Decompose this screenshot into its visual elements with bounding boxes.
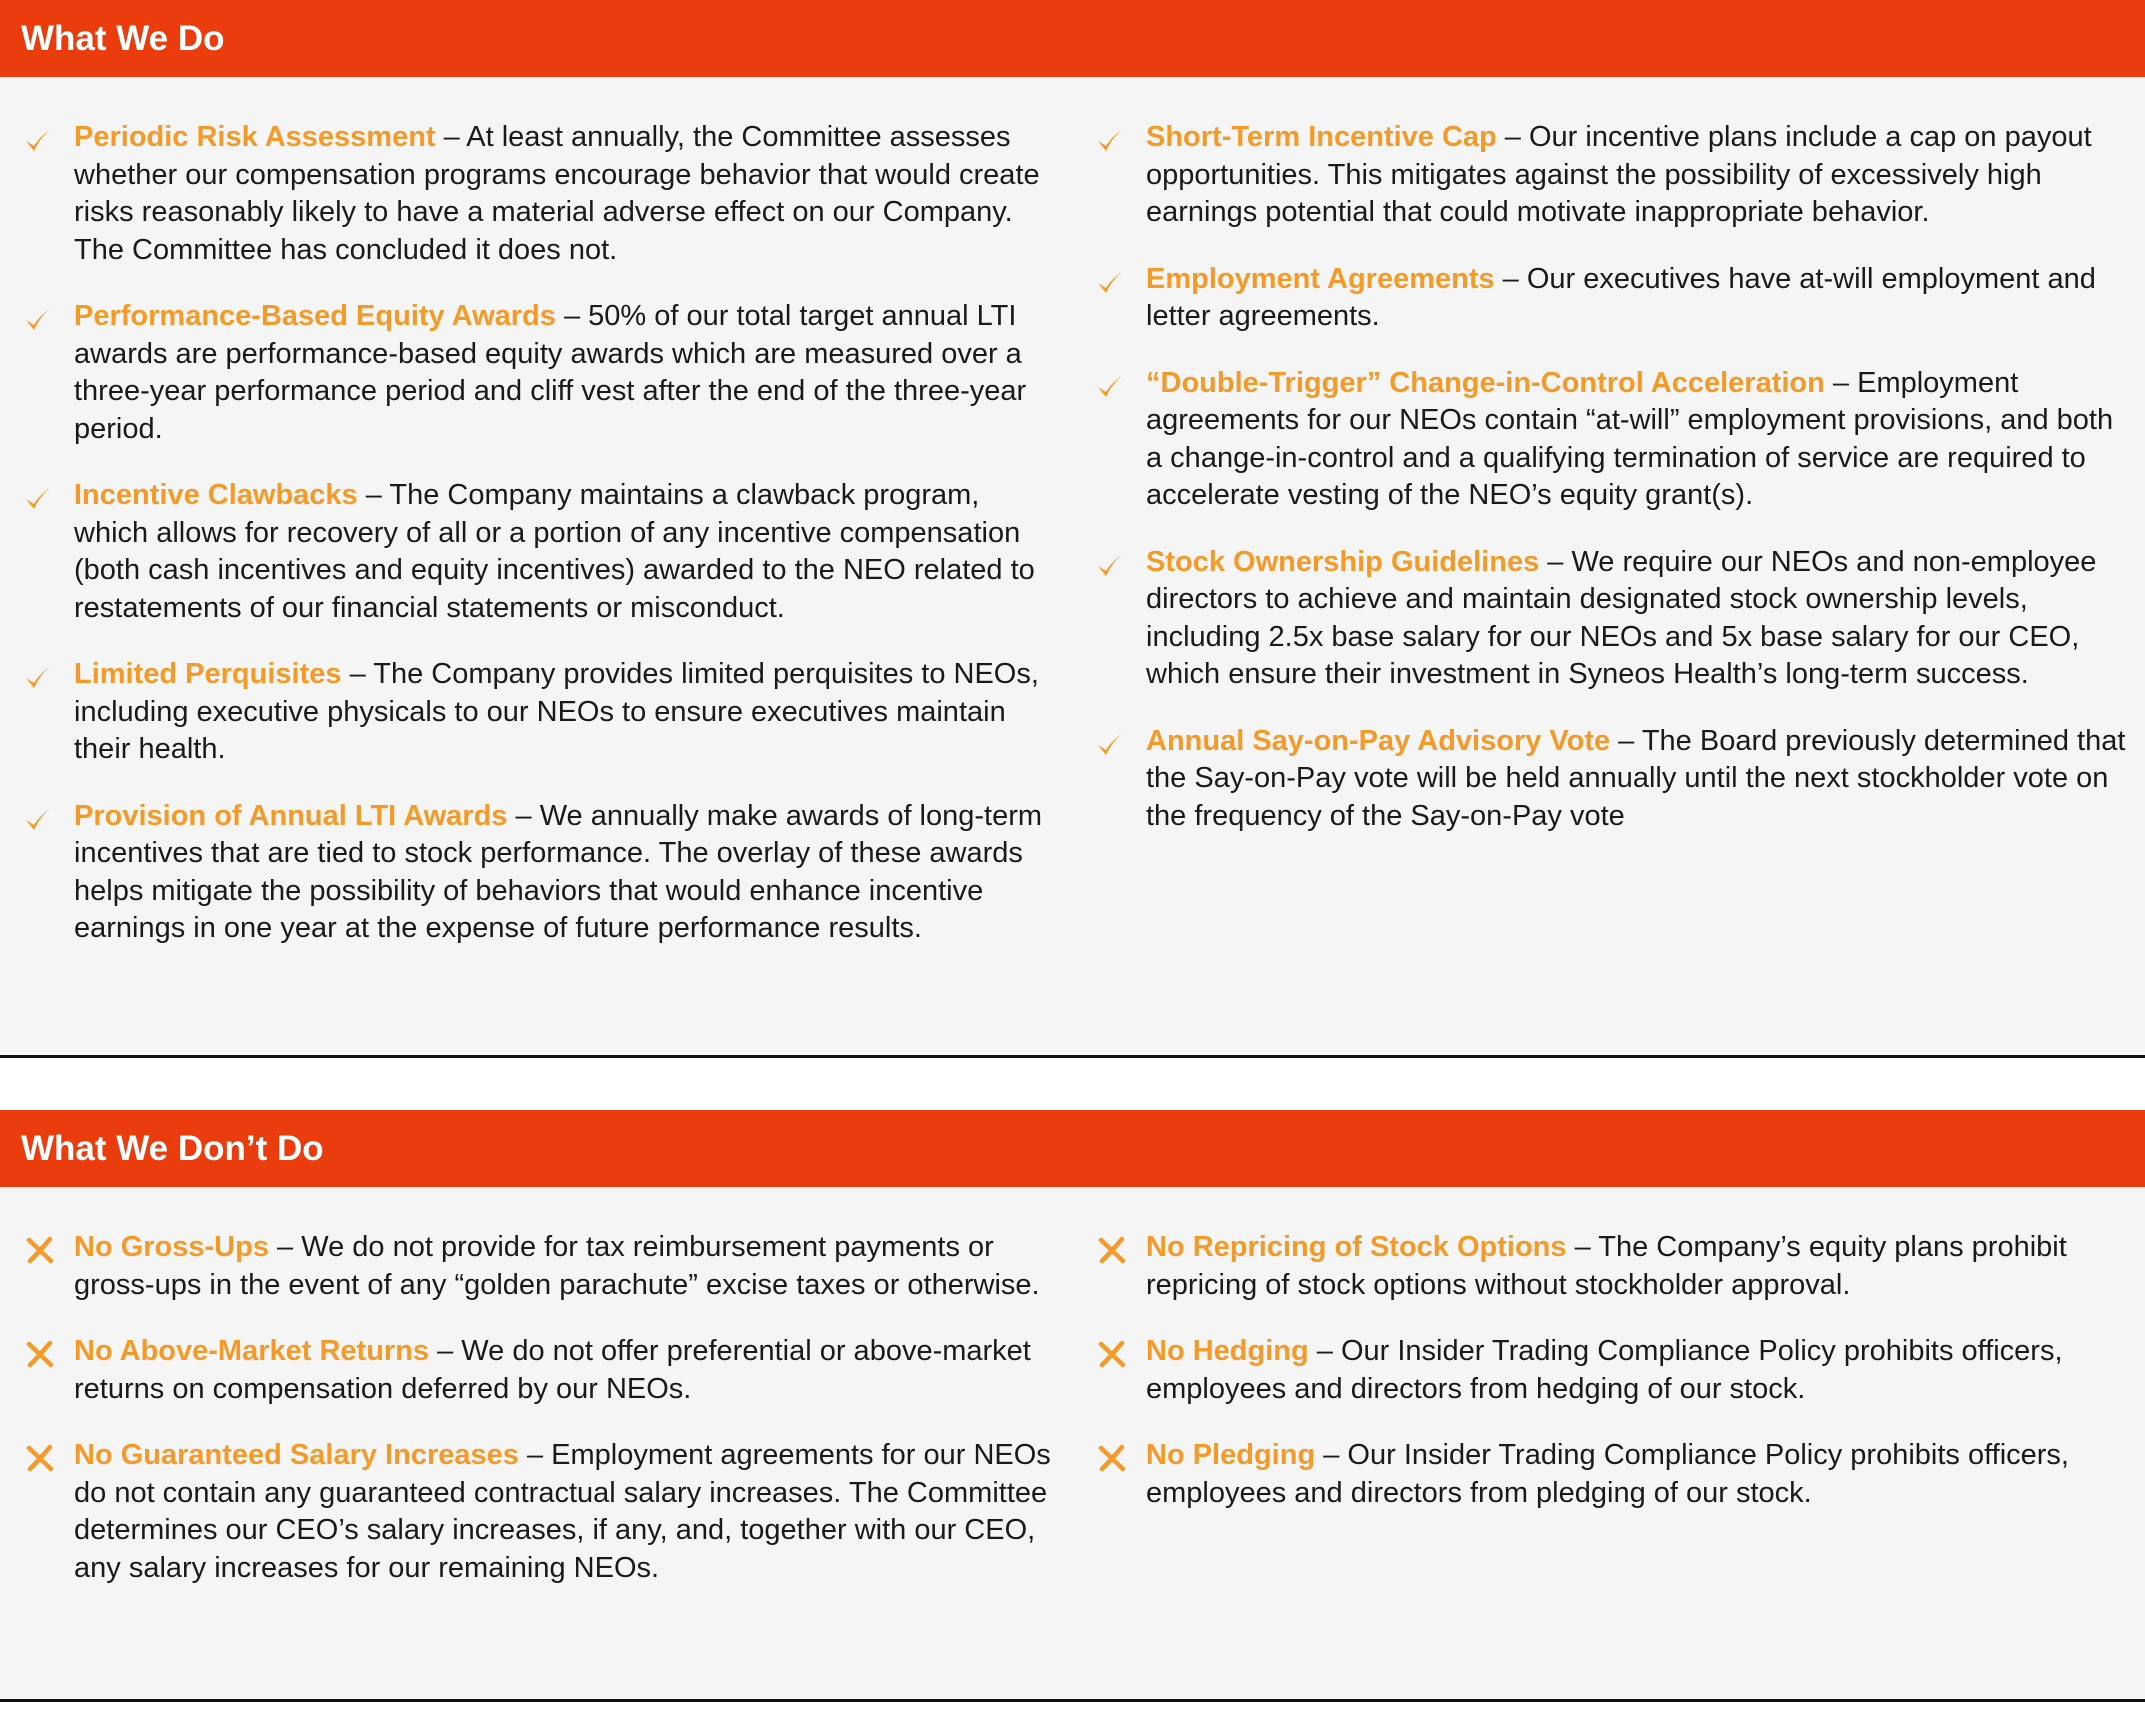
item-separator: –	[1566, 1231, 1599, 1263]
item-separator: –	[555, 300, 589, 332]
item-description: 50% of our total target annual LTI awards are performance-based equity awards which are measured over a three-year performance period and cliff vest after the end of the three-year period.	[74, 300, 1027, 445]
item-title: No Gross-Ups	[74, 1231, 269, 1263]
list-item	[1092, 1437, 2127, 1512]
item-description: Our incentive plans include a cap on payout opportunities. This mitigates against the possibility of excessively high earnings potential that could motivate inappropriate behavior.	[1146, 121, 2092, 228]
item-description: The Board previously determined that the Say-on-Pay vote will be held annually until the next stockholder vote on the frequency of the Say-on-Pay vote	[1146, 724, 2126, 832]
item-description: Employment agreements for our NEOs contain “at-will” employment provisions, and both a change-in-control and a qualifying termination of service are required to accelerate vesting of the NEO’s equity grant(s).	[1146, 366, 2114, 511]
item-title: No Repricing of Stock Options	[1146, 1231, 1567, 1263]
check-icon	[20, 478, 60, 518]
item-separator: –	[507, 799, 540, 832]
what-we-do-right-column	[1092, 119, 2127, 864]
what-we-dont-do-heading: What We Don’t Do	[0, 1110, 2145, 1187]
item-separator: –	[1496, 121, 1529, 153]
item-title: “Double-Trigger” Change-in-Control Acceleration	[1146, 366, 1825, 399]
item-description: The Company provides limited perquisites to NEOs, including executive physicals to our NEOs to ensure executives maintain their health.	[74, 658, 1039, 765]
list-item	[1092, 1229, 2127, 1304]
item-description: We require our NEOs and non-employee directors to achieve and maintain designated stock ownership levels, including 2.5x base salary for our NEOs and 5x base salary for our CEO, which ensure their investment in Syneos Health’s long-term success.	[1146, 545, 2097, 690]
item-description: The Company’s equity plans prohibit repricing of stock options without stockholder approval.	[1146, 1231, 2067, 1301]
x-icon	[1092, 1230, 1132, 1270]
list-item	[20, 477, 1060, 627]
check-icon	[1092, 262, 1132, 302]
item-title: Short-Term Incentive Cap	[1146, 121, 1497, 153]
what-we-dont-do-left-column	[20, 1229, 1060, 1616]
item-description: We do not provide for tax reimbursement payments or gross-ups in the event of any “golden parachute” excise taxes or otherwise.	[74, 1231, 1040, 1301]
item-separator: –	[429, 1335, 462, 1367]
check-icon	[1092, 366, 1132, 406]
what-we-do-heading: What We Do	[0, 0, 2145, 77]
check-icon	[20, 299, 60, 339]
item-separator: –	[1610, 724, 1642, 757]
check-icon	[1092, 120, 1132, 160]
item-description: The Company maintains a clawback program, which allows for recovery of all or a portion of any incentive compensation (both cash incentives and equity incentives) awarded to the NEO related to restatements of our financial statements or misconduct.	[74, 479, 1035, 624]
check-icon	[20, 799, 60, 839]
item-description: Our executives have at-will employment and letter agreements.	[1146, 262, 2096, 332]
item-separator: –	[518, 1439, 552, 1471]
item-description: We do not offer preferential or above-market returns on compensation deferred by our NEOs.	[74, 1335, 1031, 1405]
item-description: Our Insider Trading Compliance Policy prohibits officers, employees and directors from pledging of our stock.	[1146, 1439, 2069, 1509]
item-separator: –	[1824, 366, 1858, 399]
item-title: No Pledging	[1146, 1439, 1316, 1471]
list-item	[20, 1333, 1060, 1408]
item-description: We annually make awards of long-term incentives that are tied to stock performance. The overlay of these awards helps mitigate the possibility of behaviors that would enhance incentive earnings in one year at the expense of future performance results.	[74, 799, 1043, 944]
what-we-do-left-column	[20, 119, 1060, 977]
check-icon	[1092, 545, 1132, 585]
list-item	[1092, 261, 2127, 336]
list-item	[1092, 544, 2127, 694]
list-item	[20, 656, 1060, 769]
item-title: No Hedging	[1146, 1335, 1309, 1367]
item-separator: –	[1308, 1335, 1341, 1367]
item-title: Stock Ownership Guidelines	[1146, 545, 1540, 578]
item-title: No Guaranteed Salary Increases	[74, 1439, 519, 1471]
check-icon	[20, 657, 60, 697]
x-icon	[20, 1334, 60, 1374]
item-separator: –	[268, 1231, 302, 1263]
list-item	[20, 1229, 1060, 1304]
item-title: No Above-Market Returns	[74, 1335, 430, 1367]
what-we-dont-do-section	[0, 1110, 2145, 1702]
item-separator: –	[357, 479, 390, 511]
item-title: Periodic Risk Assessment	[74, 121, 436, 153]
item-separator: –	[341, 658, 374, 690]
x-icon	[20, 1230, 60, 1270]
list-item	[20, 798, 1060, 948]
item-title: Performance-Based Equity Awards	[74, 300, 556, 332]
item-description: Our Insider Trading Compliance Policy prohibits officers, employees and directors from hedging of our stock.	[1146, 1335, 2063, 1405]
item-description: At least annually, the Committee assesses whether our compensation programs encourage behavior that would create risks reasonably likely to have a material adverse effect on our Company. The Committee has concluded it does not.	[74, 121, 1040, 266]
list-item	[1092, 723, 2127, 836]
check-icon	[1092, 724, 1132, 764]
item-separator: –	[1539, 545, 1572, 578]
item-description: Employment agreements for our NEOs do not contain any guaranteed contractual salary increases. The Committee determines our CEO’s salary increases, if any, and, together with our CEO, any salary increases for our remaining NEOs.	[74, 1439, 1051, 1584]
item-title: Employment Agreements	[1146, 262, 1495, 295]
list-item	[1092, 365, 2127, 515]
check-icon	[20, 120, 60, 160]
x-icon	[20, 1438, 60, 1478]
item-title: Annual Say-on-Pay Advisory Vote	[1146, 724, 1611, 757]
item-title: Incentive Clawbacks	[74, 479, 358, 511]
list-item	[20, 1437, 1060, 1587]
list-item	[20, 119, 1060, 269]
item-title: Limited Perquisites	[74, 658, 342, 690]
what-we-dont-do-right-column	[1092, 1229, 2127, 1541]
item-title: Provision of Annual LTI Awards	[74, 799, 508, 832]
item-separator: –	[1494, 262, 1527, 295]
list-item	[20, 298, 1060, 448]
item-separator: –	[435, 121, 467, 153]
x-icon	[1092, 1334, 1132, 1374]
list-item	[1092, 1333, 2127, 1408]
item-separator: –	[1315, 1439, 1348, 1471]
list-item	[1092, 119, 2127, 232]
x-icon	[1092, 1438, 1132, 1478]
